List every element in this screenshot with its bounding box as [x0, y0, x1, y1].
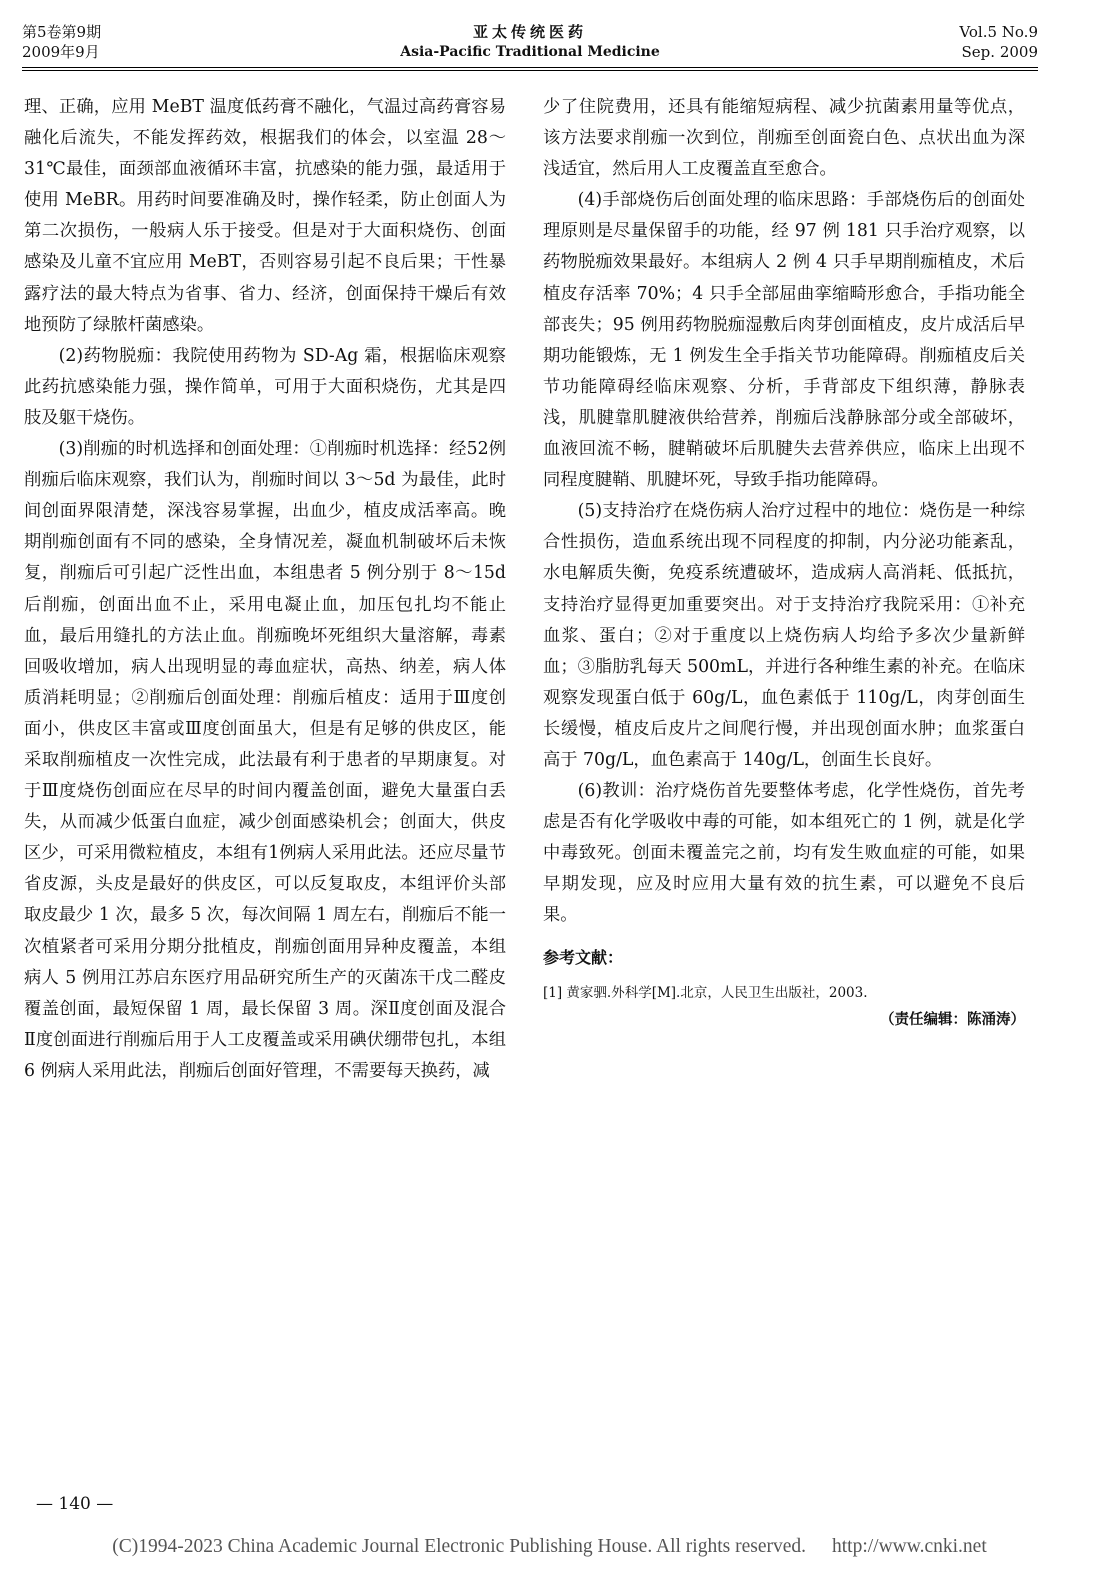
paragraph-continued: 理、正确，应用 MeBT 温度低药膏不融化，气温过高药膏容易融化后流失，不能发挥药效，根据我们的体会，以室温 28～31℃最佳，面颈部血液循环丰富，抗感染的能力强，最适用于使用 MeBR。用药时间要准确及时，操作轻柔，防止创面人为第二次损伤，一般病人乐于接受。但是对于大面积烧伤、创面感染及儿童不宜应用 MeBT，否则容易引起不良后果；干性暴露疗法的最大特点为省事、省力、经济，创面保持干燥后有效地预防了绿脓杆菌感染。: [24, 97, 506, 335]
journal-title-en: Asia-Pacific Traditional Medicine: [400, 44, 660, 60]
journal-title: [22, 22, 1038, 62]
copyright-footer: [0, 1536, 1099, 1558]
issue-date-en: Sep. 2009: [961, 43, 1038, 61]
paragraph-drug-escharotomy: (2)药物脱痂：我院使用药物为 SD-Ag 霜，根据临床观察此药抗感染能力强，操作简单，可用于大面积烧伤，尤其是四肢及躯干烧伤。: [24, 345, 506, 428]
left-column: [24, 92, 506, 1087]
paragraph-supportive-treatment: (5)支持治疗在烧伤病人治疗过程中的地位：烧伤是一种综合性损伤，造血系统出现不同程度的抑制，内分泌功能紊乱，水电解质失衡，免疫系统遭破坏，造成病人高消耗、低抵抗，支持治疗显得更加重要突出。对于支持治疗我院采用：①补充血浆、蛋白；②对于重度以上烧伤病人均给予多次少量新鲜血；③脂肪乳每天 500mL，并进行各种维生素的补充。在临床观察发现蛋白低于 60g/L，血色素低于 110g/L，肉芽创面生长缓慢，植皮后皮片之间爬行慢，并出现创面水肿；血浆蛋白高于 70g/L，血色素高于 140g/L，创面生长良好。: [543, 501, 1025, 770]
paragraph-lessons: (6)教训：治疗烧伤首先要整体考虑，化学性烧伤，首先考虑是否有化学吸收中毒的可能，如本组死亡的 1 例，就是化学中毒致死。创面未覆盖完之前，均有发生败血症的可能，如果早期发现，应及时应用大量有效的抗生素，可以避免不良后果。: [543, 781, 1025, 926]
paragraph-continued-right: 少了住院费用，还具有能缩短病程、减少抗菌素用量等优点，该方法要求削痂一次到位，削痂至创面瓷白色、点状出血为深浅适宜，然后用人工皮覆盖直至愈合。: [543, 97, 1025, 180]
references-title: 参考文献：: [543, 947, 624, 967]
issue-date: 2009年9月: [22, 43, 100, 61]
volume-issue-en: Vol.5 No.9: [959, 23, 1038, 41]
journal-header: [22, 22, 1038, 68]
cnki-link[interactable]: http://www.cnki.net: [832, 1536, 987, 1557]
copyright-text: (C)1994-2023 China Academic Journal Electronic Publishing House. All rights reserved.: [112, 1536, 807, 1557]
paragraph-tangential-excision: (3)削痂的时机选择和创面处理：①削痂时机选择：经52例削痂后临床观察，我们认为，削痂时间以 3～5d 为最佳，此时间创面界限清楚，深浅容易掌握，出血少，植皮成活率高。晚期削痂创面有不同的感染，全身情况差，凝血机制破坏后未恢复，削痂后可引起广泛性出血，本组患者 5 例分别于 8～15d 后削痂，创面出血不止，采用电凝止血，加压包扎均不能止血，最后用缝扎的方法止血。削痂晚坏死组织大量溶解，毒素回吸收增加，病人出现明显的毒血症状，高热、纳差，病人体质消耗明显；②削痂后创面处理：削痂后植皮：适用于Ⅲ度创面小，供皮区丰富或Ⅲ度创面虽大，但是有足够的供皮区，能采取削痂植皮一次性完成，此法最有利于患者的早期康复。对于Ⅲ度烧伤创面应在尽早的时间内覆盖创面，避免大量蛋白丢失，从而减少低蛋白血症，减少创面感染机会；创面大，供皮区少，可采用微粒植皮，本组有1例病人采用此法。还应尽量节省皮源，头皮是最好的供皮区，可以反复取皮，本组评价头部取皮最少 1 次，最多 5 次，每次间隔 1 周左右，削痂后不能一次植紧者可采用分期分批植皮，削痂创面用异种皮覆盖，本组病人 5 例用江苏启东医疗用品研究所生产的灭菌冻干戊二醛皮覆盖创面，最短保留 1 周，最长保留 3 周。深Ⅱ度创面及混合Ⅱ度创面进行削痂后用于人工皮覆盖或采用碘伏绷带包扎，本组 6 例病人采用此法，削痂后创面好管理，不需要每天换药，减: [24, 439, 506, 1081]
right-column: [543, 92, 1025, 1035]
page-number: — 140 —: [36, 1494, 114, 1514]
reference-item: [1] 黄家驷.外科学[M].北京，人民卫生出版社，2003.: [543, 984, 868, 1001]
header-rule-top: [22, 67, 1038, 68]
issue-info-en: [959, 22, 1038, 62]
journal-title-cn: 亚太传统医药: [472, 23, 587, 41]
header-rule-bottom: [22, 70, 1038, 71]
responsible-editor: （责任编辑：陈涌涛）: [880, 1010, 1025, 1028]
paragraph-hand-burn: (4)手部烧伤后创面处理的临床思路：手部烧伤后的创面处理原则是尽量保留手的功能，经 97 例 181 只手治疗观察，以药物脱痂效果最好。本组病人 2 例 4 只手早期削痂植皮，术后植皮存活率 70%；4 只手全部屈曲挛缩畸形愈合，手指功能全部丧失；95 例用药物脱痂湿敷后肉芽创面植皮，皮片成活后早期功能锻炼，无 1 例发生全手指关节功能障碍。削痂植皮后关节功能障碍经临床观察、分析，手背部皮下组织薄，静脉表浅，肌腱靠肌腱液供给营养，削痂后浅静脉部分或全部破坏，血液回流不畅，腱鞘破坏后肌腱失去营养供应，临床上出现不同程度腱鞘、肌腱坏死，导致手指功能障碍。: [543, 190, 1025, 491]
volume-issue: 第5卷第9期: [22, 23, 102, 41]
